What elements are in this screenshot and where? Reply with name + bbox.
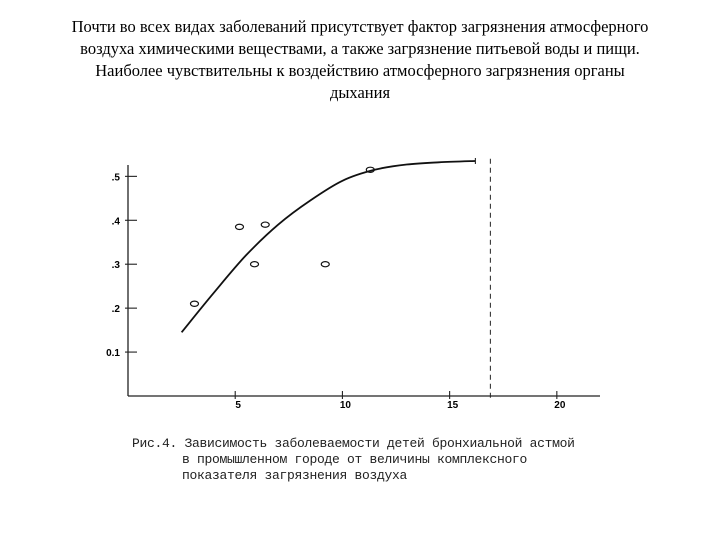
- x-tick-label: 10: [339, 400, 351, 411]
- data-point: [251, 262, 259, 267]
- data-point: [190, 301, 198, 306]
- y-tick-label: .4: [111, 216, 120, 228]
- data-point: [321, 262, 329, 267]
- x-tick-label: 20: [554, 400, 566, 411]
- x-tick-label: 5: [235, 400, 241, 411]
- y-tick-label: .3: [111, 260, 120, 272]
- data-point: [261, 222, 269, 227]
- header-line: Почти во всех видах заболеваний присутствует фактор загрязнения атмосферного: [71, 17, 649, 36]
- trend-curve: [182, 161, 476, 332]
- y-tick-label: .2: [111, 304, 120, 316]
- data-point: [235, 224, 243, 229]
- caption-line-2: в промышленном городе от величины комплексного: [182, 452, 528, 467]
- y-tick-label: 0.1: [106, 348, 120, 360]
- header-line: дыхания: [329, 83, 391, 102]
- header-line: воздуха химическими веществами, а также загрязнение питьевой воды и пищи.: [80, 39, 640, 58]
- caption-line-3: показателя загрязнения воздуха: [182, 468, 408, 483]
- header-line: Наиболее чувствительны к воздействию атмосферного загрязнения органы: [95, 61, 625, 80]
- x-tick-label: 15: [447, 400, 459, 411]
- caption-line-1: Рис.4. Зависимость заболеваемости детей бронхиальной астмой: [132, 436, 575, 451]
- y-tick-label: .5: [111, 172, 120, 184]
- figure-caption: [132, 436, 632, 484]
